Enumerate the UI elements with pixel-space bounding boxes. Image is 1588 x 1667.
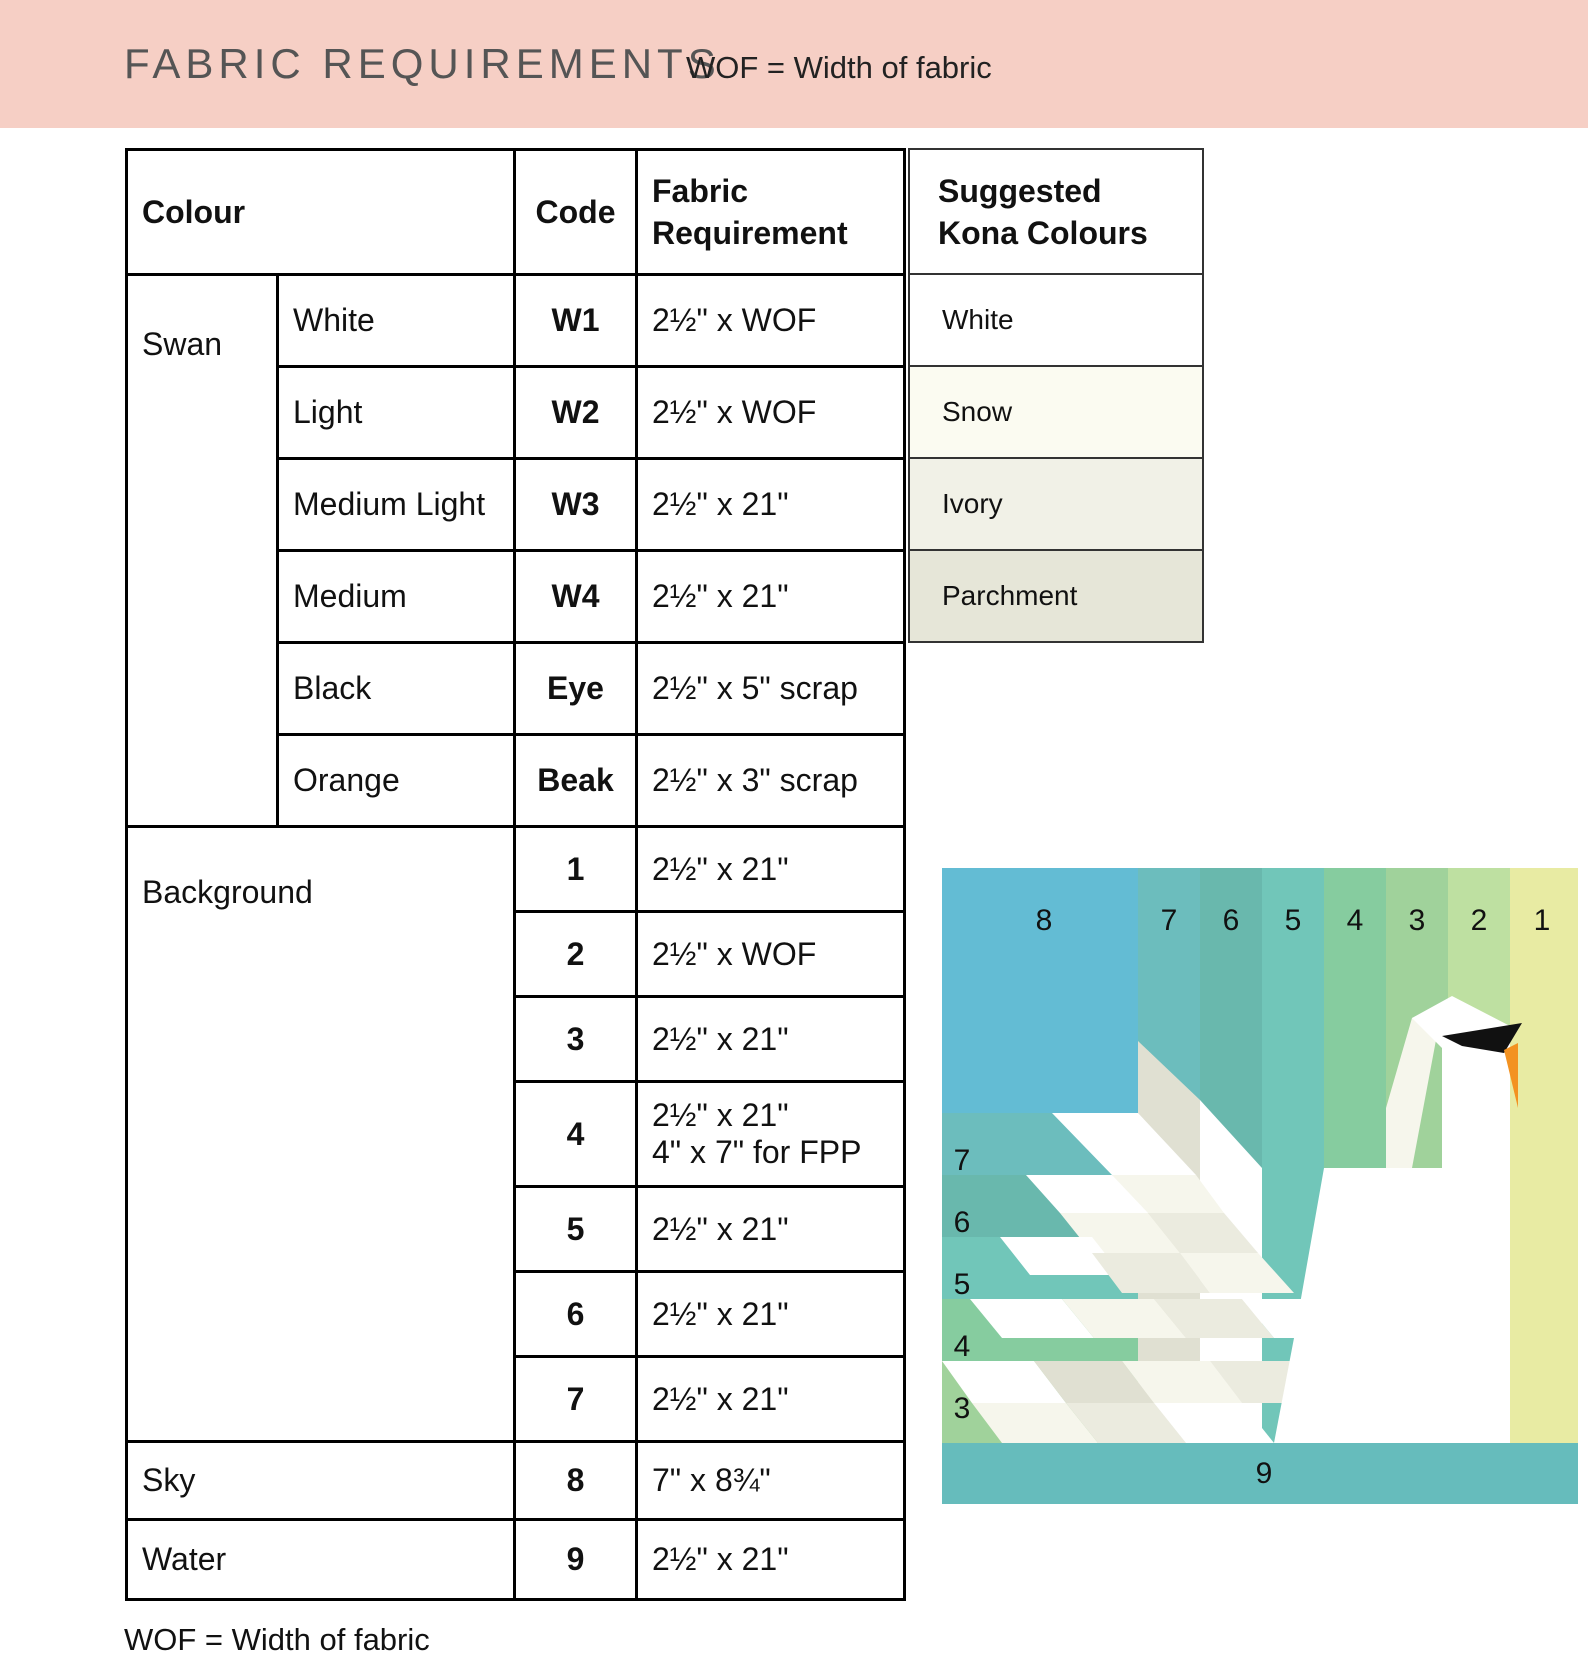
top-label: 8	[1035, 904, 1053, 937]
fabric-line: 2½" x 21"	[652, 1097, 789, 1133]
kona-colour-white: White	[909, 274, 1203, 366]
code-header: Code	[515, 150, 637, 275]
fabric-cell: 2½" x WOF	[637, 367, 905, 459]
code-cell: Eye	[515, 643, 637, 735]
fabric-cell: 2½" x WOF	[637, 275, 905, 367]
fabric-cell: 7" x 8¾"	[637, 1442, 905, 1520]
fabric-cell: 2½" x 21"	[637, 459, 905, 551]
group-swan	[127, 275, 278, 827]
bottom-label: 9	[1255, 1457, 1273, 1490]
page-title: FABRIC REQUIREMENTS	[124, 40, 721, 87]
kona-colour-snow: Snow	[909, 366, 1203, 458]
shade-cell: Black	[278, 643, 515, 735]
code-cell: 9	[515, 1520, 637, 1600]
fabric-cell	[637, 1082, 905, 1187]
top-label: 4	[1346, 904, 1364, 937]
code-cell: 4	[515, 1082, 637, 1187]
left-label: 6	[953, 1206, 971, 1239]
fabric-cell: 2½" x 21"	[637, 1520, 905, 1600]
group-sky: Sky	[127, 1442, 515, 1520]
kona-header-line1: Suggested	[938, 172, 1102, 209]
fabric-cell: 2½" x WOF	[637, 912, 905, 997]
fabric-cell: 2½" x 21"	[637, 551, 905, 643]
left-label: 4	[953, 1330, 971, 1363]
code-cell: 7	[515, 1357, 637, 1442]
fabric-cell: 2½" x 21"	[637, 1272, 905, 1357]
kona-header-line2: Kona Colours	[938, 214, 1148, 251]
shade-cell: Light	[278, 367, 515, 459]
top-label: 3	[1408, 904, 1426, 937]
group-water: Water	[127, 1520, 515, 1600]
shade-cell: Medium Light	[278, 459, 515, 551]
shade-cell: White	[278, 275, 515, 367]
kona-row	[909, 274, 1203, 366]
fabric-header-line2: Requirement	[652, 215, 848, 251]
strip-1	[1510, 868, 1578, 1443]
shade-cell: Medium	[278, 551, 515, 643]
group-background-label: Background	[142, 874, 313, 910]
fabric-cell: 2½" x 21"	[637, 997, 905, 1082]
fabric-extra-line: 4" x 7" for FPP	[652, 1134, 862, 1170]
group-background	[127, 827, 515, 1442]
code-cell: Beak	[515, 735, 637, 827]
fabric-cell: 2½" x 3" scrap	[637, 735, 905, 827]
top-label: 6	[1222, 904, 1240, 937]
footer-wof-note: WOF = Width of fabric	[124, 1622, 430, 1657]
left-label: 7	[953, 1144, 971, 1177]
fabric-cell: 2½" x 21"	[637, 827, 905, 912]
kona-row	[909, 458, 1203, 550]
code-cell: W1	[515, 275, 637, 367]
fabric-cell: 2½" x 21"	[637, 1357, 905, 1442]
table-row	[127, 827, 905, 912]
kona-row	[909, 550, 1203, 642]
left-label: 3	[953, 1392, 971, 1425]
code-cell: 8	[515, 1442, 637, 1520]
code-cell: 1	[515, 827, 637, 912]
fabric-header-line1: Fabric	[652, 173, 749, 209]
top-label: 7	[1160, 904, 1178, 937]
code-cell: 5	[515, 1187, 637, 1272]
fabric-requirement-header	[637, 150, 905, 275]
code-cell: W3	[515, 459, 637, 551]
shade-cell: Orange	[278, 735, 515, 827]
code-cell: W4	[515, 551, 637, 643]
table-row	[127, 1520, 905, 1600]
top-label: 2	[1470, 904, 1488, 937]
fabric-requirements-table	[125, 148, 906, 1601]
swan-block-diagram	[942, 868, 1578, 1504]
top-label: 1	[1533, 904, 1551, 937]
group-swan-label: Swan	[142, 326, 223, 362]
top-label: 5	[1284, 904, 1302, 937]
table-header-row	[127, 150, 905, 275]
code-cell: 3	[515, 997, 637, 1082]
table-row	[127, 1442, 905, 1520]
code-cell: 2	[515, 912, 637, 997]
code-cell: 6	[515, 1272, 637, 1357]
fabric-cell: 2½" x 21"	[637, 1187, 905, 1272]
kona-header	[909, 149, 1203, 274]
header-banner	[0, 0, 1588, 128]
kona-colour-parchment: Parchment	[909, 550, 1203, 642]
kona-colours-table	[908, 148, 1204, 643]
wof-note: WOF = Width of fabric	[686, 50, 992, 85]
kona-row	[909, 366, 1203, 458]
kona-header-row	[909, 149, 1203, 274]
colour-header: Colour	[127, 150, 515, 275]
left-label: 5	[953, 1268, 971, 1301]
table-row	[127, 275, 905, 367]
fabric-cell: 2½" x 5" scrap	[637, 643, 905, 735]
kona-colour-ivory: Ivory	[909, 458, 1203, 550]
code-cell: W2	[515, 367, 637, 459]
